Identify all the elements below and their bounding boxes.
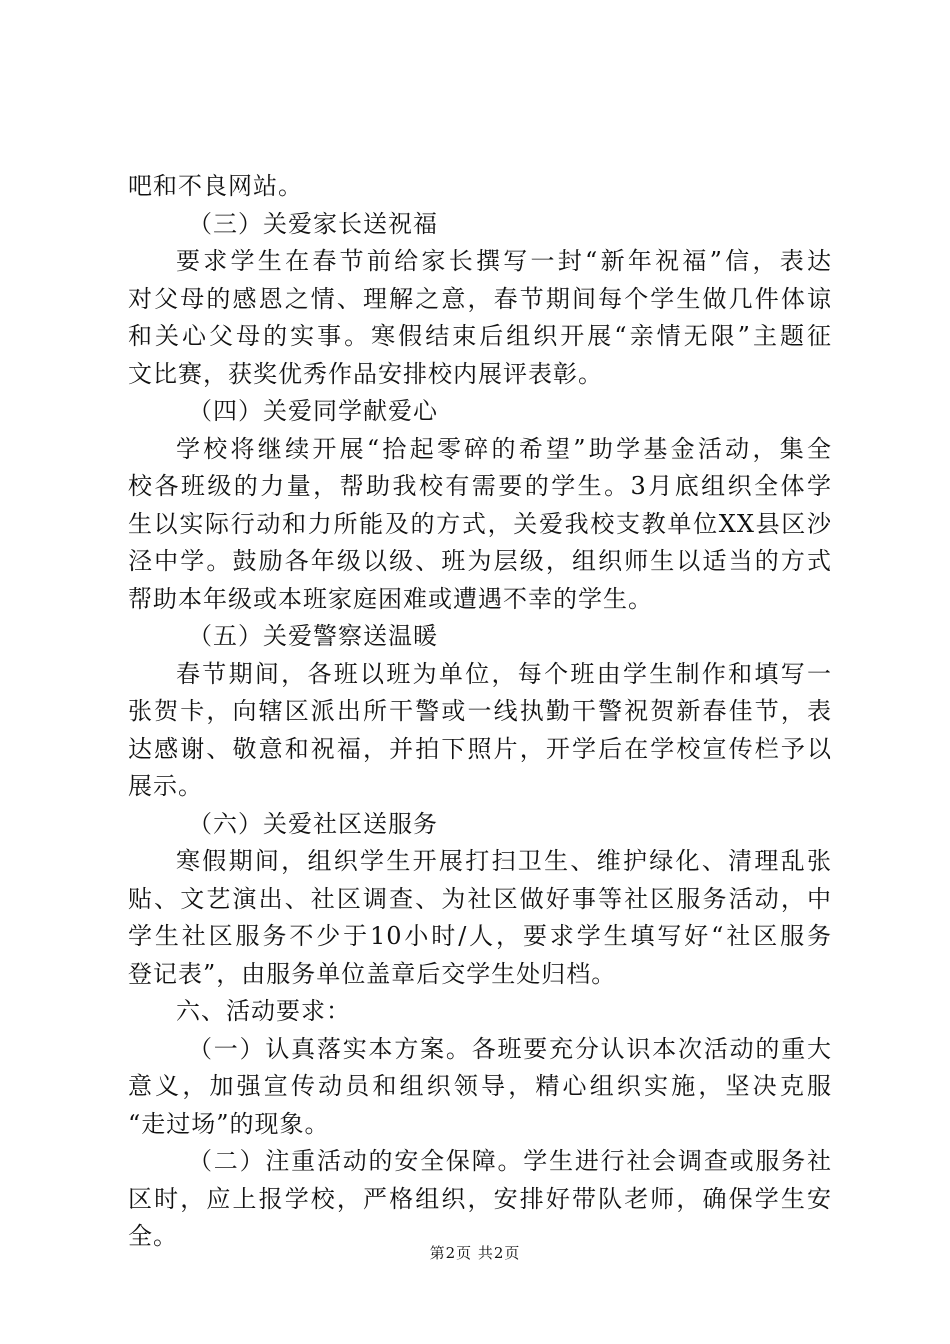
text-line: 吧和不良网站。: [128, 172, 303, 200]
text-line: 张贺卡，向辖区派出所干警或一线执勤干警祝贺新春佳节，表: [128, 697, 832, 725]
text-line: “走过场”的现象。: [128, 1109, 330, 1138]
text-line: 全。: [128, 1222, 178, 1250]
page-footer: 第2页 共2页: [429, 1244, 521, 1262]
text-line: （四）关爱同学献爱心: [188, 397, 438, 425]
text-line: 学校将继续开展“拾起零碎的希望”助学基金活动，集全: [176, 434, 832, 463]
document-body: [128, 168, 832, 1256]
text-line: （二）注重活动的安全保障。学生进行社会调查或服务社: [188, 1147, 832, 1175]
text-line: 意义，加强宣传动员和组织领导，精心组织实施，坚决克服: [128, 1072, 832, 1100]
text-line: 对父母的感恩之情、理解之意，春节期间每个学生做几件体谅: [128, 284, 832, 313]
text-line: 学生社区服务不少于10小时/人，要求学生填写好“社区服务: [128, 922, 832, 950]
text-line: （六）关爱社区送服务: [188, 809, 438, 838]
text-line: 六、活动要求：: [176, 997, 351, 1025]
text-line: 春节期间，各班以班为单位，每个班由学生制作和填写一: [176, 659, 832, 688]
text-line: 寒假期间，组织学生开展打扫卫生、维护绿化、清理乱张: [176, 847, 832, 875]
text-line: 生以实际行动和力所能及的方式，关爱我校支教单位XX县区沙: [128, 509, 832, 538]
text-line: 和关心父母的实事。寒假结束后组织开展“亲情无限”主题征: [128, 322, 832, 350]
text-line: （五）关爱警察送温暖: [188, 622, 438, 650]
text-line: 登记表”，由服务单位盖章后交学生处归档。: [128, 959, 617, 988]
text-line: 文比赛，获奖优秀作品安排校内展评表彰。: [128, 359, 603, 388]
text-line: 泾中学。鼓励各年级以级、班为层级，组织师生以适当的方式: [128, 547, 832, 575]
text-line: 要求学生在春节前给家长撰写一封“新年祝福”信，表达: [176, 247, 832, 275]
text-line: 达感谢、敬意和祝福，并拍下照片，开学后在学校宣传栏予以: [128, 734, 832, 763]
text-line: （三）关爱家长送祝福: [188, 209, 438, 238]
text-line: 展示。: [128, 772, 203, 800]
text-line: 贴、文艺演出、社区调查、为社区做好事等社区服务活动，中: [128, 884, 832, 913]
text-line: 帮助本年级或本班家庭困难或遭遇不幸的学生。: [128, 584, 653, 613]
text-line: 区时，应上报学校，严格组织，安排好带队老师，确保学生安: [128, 1184, 832, 1213]
text-line: 校各班级的力量，帮助我校有需要的学生。3月底组织全体学: [128, 472, 832, 500]
text-line: （一）认真落实本方案。各班要充分认识本次活动的重大: [188, 1034, 832, 1063]
